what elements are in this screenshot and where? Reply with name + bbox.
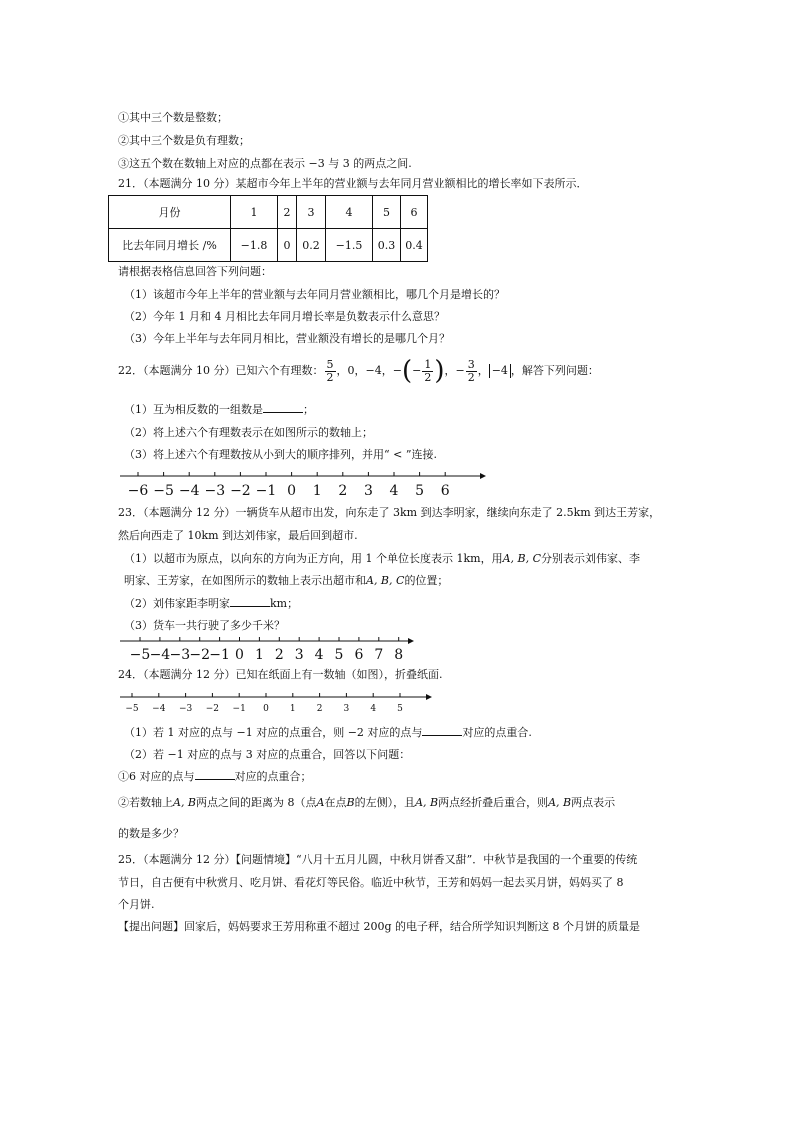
axis-tick-label: 4 bbox=[314, 647, 324, 663]
points-ab: A, B bbox=[173, 796, 197, 809]
q21-prompt: 请根据表格信息回答下列问题： bbox=[118, 265, 272, 278]
denominator: 2 bbox=[467, 370, 475, 384]
table-cell: 0.3 bbox=[373, 229, 401, 262]
points-abc: A, B, C bbox=[366, 574, 405, 587]
table-row bbox=[109, 196, 428, 229]
axis-tick-label: −5 bbox=[129, 647, 151, 663]
axis-tick-label: 3 bbox=[363, 483, 373, 499]
point-b: B bbox=[346, 796, 355, 809]
axis-tick-label: −1 bbox=[232, 704, 246, 714]
point-a: A bbox=[316, 796, 325, 809]
axis-tick-label: 2 bbox=[316, 704, 323, 714]
q23-sub-3: （3）货车一共行驶了多少千米？ bbox=[124, 619, 285, 632]
axis-tick-label: 6 bbox=[354, 647, 364, 663]
axis-tick-label: 5 bbox=[397, 704, 403, 714]
axis-tick-label: −3 bbox=[204, 483, 226, 499]
q23-sub-1-text-d: 的位置； bbox=[404, 574, 449, 587]
table-cell: 1 bbox=[231, 196, 278, 229]
q24-sub-2-1-text: ①6 对应的点与 bbox=[118, 770, 195, 783]
axis-tick-label: 4 bbox=[370, 704, 377, 714]
q25-intro-4: 【提出问题】回家后，妈妈要求王芳用称重不超过 200g 的电子秤，结合所学知识判断这 8 个月饼的质量是 bbox=[118, 920, 641, 933]
q23-sub-2-unit: km； bbox=[270, 597, 299, 610]
fraction bbox=[325, 359, 336, 384]
q22-sep: ，0，−4，− bbox=[336, 364, 402, 377]
q22-sub-1-end: ； bbox=[303, 403, 314, 416]
table-header-month: 月份 bbox=[109, 196, 231, 229]
q23-sub-1-text-c: 明家、王芳家，在如图所示的数轴上表示出超市和 bbox=[124, 574, 366, 587]
points-abc: A, B, C bbox=[502, 552, 542, 565]
q20-condition-1: ①其中三个数是整数； bbox=[118, 111, 228, 124]
numerator: 1 bbox=[424, 357, 432, 371]
axis-tick-label: −2 bbox=[205, 704, 220, 714]
axis-tick-label: −4 bbox=[149, 647, 171, 663]
table-cell: −1.5 bbox=[326, 229, 373, 262]
q25-intro-3: 个月饼. bbox=[118, 898, 155, 911]
q20-condition-2: ②其中三个数是负有理数； bbox=[118, 134, 250, 147]
axis-tick-label: 2 bbox=[338, 483, 348, 499]
q24-sub-1-end: 对应的点重合. bbox=[462, 726, 532, 739]
answer-blank[interactable] bbox=[422, 725, 462, 736]
axis-tick-label: 5 bbox=[415, 483, 425, 499]
table-cell: 0.2 bbox=[297, 229, 326, 262]
q23-number-line bbox=[118, 633, 418, 667]
text: 两点表示 bbox=[571, 796, 616, 809]
axis-tick-label: 1 bbox=[289, 704, 296, 714]
table-row bbox=[109, 229, 428, 262]
q24-sub-2: （2）若 −1 对应的点与 3 对应的点重合，回答以下问题： bbox=[124, 748, 411, 761]
q22-sep: ， bbox=[477, 364, 489, 377]
axis-tick-label: −1 bbox=[209, 647, 230, 663]
axis-arrow bbox=[480, 473, 486, 479]
text: 两点经折叠后重合，则 bbox=[438, 796, 549, 809]
table-cell: 6 bbox=[401, 196, 428, 229]
axis-tick-label: −6 bbox=[127, 483, 149, 499]
q23-sub-1b bbox=[124, 573, 448, 588]
answer-blank[interactable] bbox=[195, 769, 235, 780]
table-cell: 4 bbox=[326, 196, 373, 229]
table-cell: 3 bbox=[297, 196, 326, 229]
axis-tick-label: −3 bbox=[169, 647, 191, 663]
axis-tick-label: −3 bbox=[178, 704, 193, 714]
q20-condition-3: ③这五个数在数轴上对应的点都在表示 −3 与 3 的两点之间. bbox=[118, 157, 412, 170]
axis-tick-label: −5 bbox=[125, 704, 139, 714]
q21-sub-1: （1）该超市今年上半年的营业额与去年同月营业额相比，哪几个月是增长的？ bbox=[124, 288, 505, 301]
axis-tick-label: 4 bbox=[389, 483, 399, 499]
q21-sub-3: （3）今年上半年与去年同月相比，营业额没有增长的是哪几个月？ bbox=[124, 332, 450, 345]
left-paren: ( bbox=[401, 356, 413, 386]
points-ab: A, B bbox=[415, 796, 439, 809]
tick-group bbox=[125, 693, 403, 714]
text: 在点 bbox=[324, 796, 347, 809]
q22-sub-3: （3）将上述六个有理数按从小到大的顺序排列，并用“ < ”连接. bbox=[124, 448, 437, 461]
table-cell: 0.4 bbox=[401, 229, 428, 262]
numerator: 5 bbox=[326, 357, 334, 371]
q23-sub-2 bbox=[124, 596, 298, 611]
axis-tick-label: 3 bbox=[294, 647, 304, 663]
fraction bbox=[422, 359, 433, 384]
axis-tick-label: −5 bbox=[153, 483, 174, 499]
q21-sub-2: （2）今年 1 月和 4 月相比去年同月增长率是负数表示什么意思？ bbox=[124, 310, 445, 323]
axis-tick-label: 0 bbox=[235, 647, 244, 663]
axis-arrow bbox=[426, 694, 432, 700]
q22-sub-2: （2）将上述六个有理数表示在如图所示的数轴上； bbox=[124, 426, 373, 439]
table-cell: 5 bbox=[373, 196, 401, 229]
answer-blank[interactable] bbox=[230, 596, 270, 607]
q24-number-line bbox=[118, 689, 438, 719]
q24-sub-2-2 bbox=[118, 795, 615, 810]
axis-tick-label: −2 bbox=[189, 647, 211, 663]
right-paren: ) bbox=[434, 356, 445, 386]
text: 的左侧），且 bbox=[354, 796, 416, 809]
q23-intro-1: 23．（本题满分 12 分）一辆货车从超市出发，向东走了 3km 到达李明家，继续向东走了 2.5km 到达王芳家， bbox=[118, 506, 661, 519]
axis-tick-label: 3 bbox=[343, 704, 350, 714]
axis-tick-label: 8 bbox=[394, 647, 404, 663]
q22-intro: 22．（本题满分 10 分）已知六个有理数： $\frac{5}{2}$ ，0，−4，−(− $\frac{1}{2}$ )，− $\frac{3}{2}$ ， −4 ，解答下列问题： bbox=[118, 356, 599, 386]
axis-tick-label: 2 bbox=[274, 647, 284, 663]
q22-number-line bbox=[118, 468, 488, 502]
axis-arrow bbox=[408, 638, 414, 644]
axis-tick-label: −2 bbox=[230, 483, 251, 499]
q23-sub-2-text: （2）刘伟家距李明家 bbox=[124, 597, 230, 610]
axis-tick-label: 5 bbox=[334, 647, 344, 663]
table-cell: 2 bbox=[278, 196, 297, 229]
table-cell: −1.8 bbox=[231, 229, 278, 262]
q24-sub-1-text: （1）若 1 对应的点与 −1 对应的点重合，则 −2 对应的点与 bbox=[124, 726, 423, 739]
axis-tick-label: 1 bbox=[312, 483, 322, 499]
q23-sub-1-text-b: 分别表示刘伟家、李 bbox=[541, 552, 641, 565]
text: 两点之间的距离为 8（点 bbox=[196, 796, 317, 809]
points-ab: A, B bbox=[548, 796, 572, 809]
absolute-value: −4 bbox=[489, 364, 511, 378]
denominator: 2 bbox=[326, 370, 334, 384]
axis-tick-label: −1 bbox=[255, 483, 277, 499]
denominator: 2 bbox=[424, 370, 432, 384]
q22-sep: ，− bbox=[444, 364, 465, 377]
axis-tick-label: 1 bbox=[254, 647, 264, 663]
q21-growth-table bbox=[108, 195, 428, 262]
q23-intro-2: 然后向西走了 10km 到达刘伟家，最后回到超市. bbox=[118, 529, 358, 542]
axis-tick-label: 7 bbox=[374, 647, 384, 663]
axis-tick-label: 6 bbox=[440, 483, 450, 499]
q24-sub-2-1 bbox=[118, 769, 312, 784]
answer-blank[interactable] bbox=[263, 402, 303, 413]
q23-sub-1-text: （1）以超市为原点，以向东的方向为正方向，用 1 个单位长度表示 1km，用 bbox=[124, 552, 503, 565]
q24-sub-1 bbox=[124, 725, 532, 740]
q23-sub-1a bbox=[124, 551, 640, 566]
fraction bbox=[466, 359, 477, 384]
axis-tick-label: −4 bbox=[152, 704, 166, 714]
table-header-growth: 比去年同月增长 /% bbox=[109, 229, 231, 262]
table-cell: 0 bbox=[278, 229, 297, 262]
q25-intro-1: 25．（本题满分 12 分）【问题情境】“八月十五月儿圆，中秋月饼香又甜”．中秋节是我国的一个重要的传统 bbox=[118, 853, 638, 866]
q22-intro-tail: ，解答下列问题： bbox=[510, 364, 599, 377]
q24-intro: 24．（本题满分 12 分）已知在纸面上有一数轴（如图），折叠纸面. bbox=[118, 668, 443, 681]
axis-tick-label: 0 bbox=[287, 483, 297, 499]
q24-sub-2-2-end: 的数是多少？ bbox=[118, 827, 184, 840]
q25-intro-2: 节日，自古便有中秋赏月、吃月饼、看花灯等民俗。临近中秋节，王芳和妈妈一起去买月饼，妈妈买了 8 bbox=[118, 876, 624, 889]
numerator: 3 bbox=[467, 357, 475, 371]
text: ②若数轴上 bbox=[118, 796, 173, 809]
axis-tick-label: −4 bbox=[178, 483, 200, 499]
q21-intro: 21．（本题满分 10 分）某超市今年上半年的营业额与去年同月营业额相比的增长率如下表所示． bbox=[118, 177, 588, 190]
q24-sub-2-1-end: 对应的点重合； bbox=[234, 770, 312, 783]
q22-intro-text: 22．（本题满分 10 分）已知六个有理数： bbox=[118, 364, 324, 377]
q22-sub-1-text: （1）互为相反数的一组数是 bbox=[124, 403, 263, 416]
q22-sub-1 bbox=[124, 402, 314, 417]
axis-tick-label: 0 bbox=[263, 704, 269, 714]
